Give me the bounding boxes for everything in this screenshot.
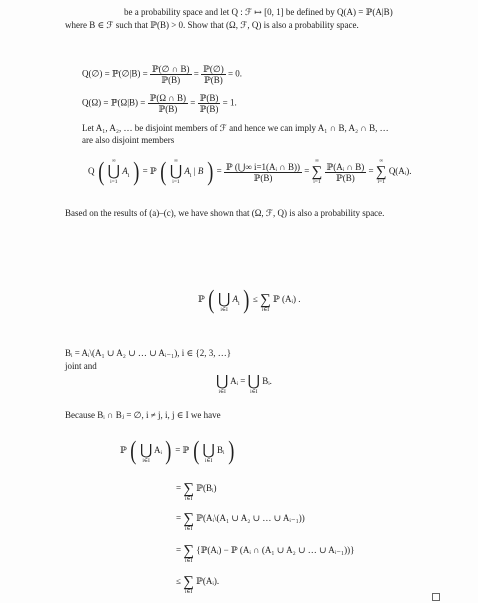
eq3-eq-p: = ℙ (142, 166, 157, 177)
eq3-union-1-bot: i=1 (110, 179, 118, 185)
chain-line-4 (176, 568, 219, 596)
chain-l1-rhs: ℙ(Bᵢ) (196, 483, 217, 494)
eq3-union-2-op: ⋃ (169, 164, 183, 180)
eq2-lhs: Q(Ω) = ℙ(Ω|B) = (82, 97, 146, 108)
ineq-paren-open: ( (208, 285, 215, 314)
unioneq-union-2-op: ⋃ (247, 374, 260, 390)
eq3-eq-3: = (368, 166, 374, 177)
chain-union-2-op: ⋃ (202, 443, 215, 459)
eq3-sum-1-bot: i=1 (313, 179, 321, 185)
eq3-union-1 (108, 158, 120, 186)
eq3-sum-2 (376, 158, 387, 186)
chain-sum-1 (183, 475, 194, 503)
eq3-tail: Q(Aᵢ). (388, 166, 412, 177)
chain-sum-4-op: ∑ (183, 574, 194, 590)
chain-line-2 (176, 505, 305, 533)
eq3-f-num: ℙ (⋃∞ i=1(Aᵢ ∩ B)) (225, 161, 300, 172)
eq1-f2-num: ℙ(∅) (203, 64, 224, 74)
ineq-union (218, 286, 230, 314)
eq2-f1-den: ℙ(B) (158, 104, 178, 114)
subadditivity-inequality (198, 286, 301, 314)
chain-ai: Aᵢ (154, 445, 163, 456)
eq2-fraction-1 (148, 93, 188, 114)
ineq-sum-bot: i∈I (261, 307, 270, 313)
eq2-eq: = (190, 97, 196, 108)
unioneq-a: Aᵢ = (230, 376, 246, 387)
chain-bi: Bᵢ (217, 445, 225, 456)
chain-l2-rhs: ℙ(Aᵢ\(A₁ ∪ A₂ ∪ … ∪ Aᵢ₋₁)) (196, 513, 305, 524)
equation-countable-additivity (88, 158, 412, 186)
eq1-fraction-2 (201, 64, 226, 85)
eq3-union-2-bot: i=1 (172, 179, 180, 185)
chain-l3-op: = (176, 545, 184, 556)
eq3-paren-close: ) (132, 157, 140, 186)
eq3-union-1-op: ⋃ (107, 164, 120, 180)
eq3-f-den: ℙ(B) (253, 172, 273, 183)
b-definition: Bᵢ = Aᵢ\(A₁ ∪ A₂ ∪ … ∪ Aᵢ₋₁), i ∈ {2, 3, …} (65, 348, 232, 358)
ineq-a: A (232, 294, 239, 305)
eq3-sum-2-top: ∞ (379, 158, 384, 164)
eq2-fraction-2 (198, 93, 221, 114)
conclusion-text: Based on the results of (a)–(c), we have shown that (Ω, ℱ, Q) is also a probability space. (65, 208, 385, 218)
eq2-f2-den: ℙ(B) (199, 104, 219, 114)
disjoint-line-2: are also disjoint members (82, 135, 175, 145)
eq2-f1-num: ℙ(Ω ∩ B) (149, 93, 187, 103)
chain-l4-op: ≤ (176, 576, 184, 587)
chain-union-1-bot: i∈I (142, 458, 150, 464)
eq1-rhs: = 0. (227, 68, 243, 79)
eq3-paren-close-2: ) (206, 157, 214, 186)
intro-line-1: be a probability space and let Q : ℱ ↦ [0, 1] be defined by Q(A) = ℙ(A|B) (124, 7, 393, 17)
unioneq-b: Bᵢ. (262, 376, 272, 387)
page-corner-mark (432, 593, 440, 601)
chain-l2-op: = (176, 513, 184, 524)
ineq-a-sub: i (238, 300, 240, 307)
eq3-sum-1 (312, 158, 323, 186)
chain-sum-1-op: ∑ (183, 481, 195, 497)
ineq-union-bot: i∈I (220, 307, 228, 313)
ineq-p: ℙ (198, 294, 205, 305)
disjoint-line-1: Let A₁, A₂, … be disjoint members of ℱ and hence we can imply A₁ ∩ B, A₂ ∩ B, … (82, 123, 389, 133)
unioneq-union-1-op: ⋃ (216, 374, 229, 390)
eq3-union-2-top: ∞ (174, 158, 178, 164)
eq3-q: Q (88, 166, 95, 177)
ineq-rhs: ℙ (Aᵢ) . (273, 294, 301, 305)
eq3-f2-num: ℙ(Aᵢ ∩ B) (326, 161, 365, 172)
eq3-eq-2: = (304, 166, 310, 177)
ineq-union-op: ⋃ (217, 292, 231, 308)
eq3-bar: | (193, 166, 196, 177)
unioneq-union-1-bot: i∈I (218, 389, 226, 395)
eq3-fraction-1 (224, 162, 302, 183)
chain-line-3 (176, 537, 354, 565)
eq1-lhs: Q(∅) = ℙ(∅|B) = (82, 68, 148, 79)
chain-sum-3-op: ∑ (183, 543, 195, 559)
intro-line-2: where B ∈ ℱ such that ℙ(B) > 0. Show that (Ω, ℱ, Q) is also a probability space. (65, 20, 359, 30)
eq3-a1: A (122, 166, 128, 177)
unioneq-union-1 (216, 368, 228, 396)
eq3-a2: A (184, 166, 190, 177)
ineq-sum (260, 286, 271, 314)
chain-union-1-op: ⋃ (139, 443, 153, 459)
chain-p: ℙ (120, 445, 127, 456)
eq1-f1-num: ℙ(∅ ∩ B) (151, 64, 190, 74)
ineq-sum-op: ∑ (260, 292, 271, 308)
eq3-union-1-top: ∞ (111, 158, 116, 164)
chain-sum-4-bot: i∈I (184, 589, 193, 595)
ineq-le: ≤ (252, 294, 258, 305)
chain-l4-rhs: ℙ(Aᵢ). (196, 576, 220, 587)
chain-sum-2 (183, 505, 194, 533)
eq1-eq: = (193, 68, 199, 79)
equation-q-empty (82, 64, 242, 85)
chain-line-1 (176, 475, 217, 503)
eq3-sum-2-bot: i=1 (377, 179, 385, 185)
eq1-fraction-1 (150, 64, 192, 85)
eq1-f1-den: ℙ(B) (161, 75, 181, 85)
eq3-f2-den: ℙ(B) (336, 172, 355, 183)
eq3-b: B (197, 166, 204, 177)
eq3-union-2 (170, 158, 182, 186)
unioneq-union-2 (248, 368, 260, 396)
chain-paren-close: ) (165, 436, 172, 465)
chain-sum-1-bot: i∈I (184, 496, 193, 502)
chain-l3-rhs: {ℙ(Aᵢ) − ℙ (Aᵢ ∩ (A₁ ∪ A₂ ∪ … ∪ Aᵢ₋₁))} (196, 545, 355, 556)
chain-line-0 (120, 437, 235, 465)
eq3-paren-open-2: ( (160, 157, 167, 186)
chain-union-1 (140, 437, 152, 465)
equation-q-omega (82, 93, 237, 114)
eq3-sum-2-op: ∑ (375, 164, 387, 180)
eq3-a2-sub: i (189, 172, 192, 179)
because-text: Because Bᵢ ∩ Bⱼ = ∅, i ≠ j, i, j ∈ I we have (65, 410, 221, 420)
eq3-paren-open: ( (98, 157, 105, 186)
chain-sum-4 (183, 568, 194, 596)
chain-sum-2-op: ∑ (183, 511, 195, 527)
eq3-eq-1: = (216, 166, 222, 177)
chain-paren-open: ( (130, 436, 137, 465)
unioneq-union-2-bot: i∈I (250, 389, 258, 395)
eq3-sum-1-top: ∞ (314, 158, 319, 164)
chain-union-2 (202, 437, 214, 465)
eq2-f2-num: ℙ(B) (199, 93, 219, 103)
ineq-paren-close: ) (243, 285, 250, 314)
union-equality (216, 368, 272, 396)
eq1-f2-den: ℙ(B) (204, 75, 223, 85)
chain-sum-3 (183, 537, 194, 565)
eq3-fraction-2 (325, 162, 367, 183)
chain-paren-close-2: ) (228, 436, 235, 465)
eq2-rhs: = 1. (222, 97, 237, 108)
eq3-a1-sub: i (127, 172, 130, 179)
chain-l1-op: = (176, 483, 184, 494)
chain-paren-open-2: ( (192, 436, 199, 465)
chain-sum-2-bot: i∈I (184, 526, 193, 532)
chain-sum-3-bot: i∈I (184, 558, 193, 564)
joint-and-text: joint and (65, 361, 97, 371)
chain-union-2-bot: i∈I (204, 458, 213, 464)
chain-eq-p: = ℙ (175, 445, 190, 456)
eq3-sum-1-op: ∑ (311, 164, 323, 180)
